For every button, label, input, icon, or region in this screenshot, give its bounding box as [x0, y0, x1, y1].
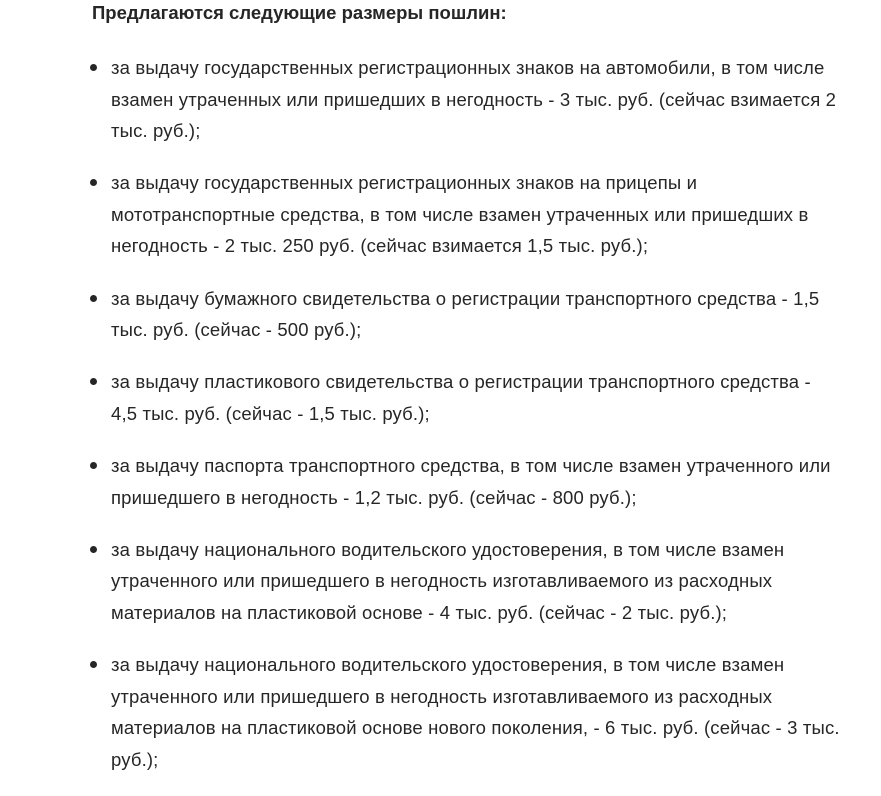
list-item-text-line: за выдачу пластикового свидетельства о регистрации транспортного средства -: [111, 371, 811, 393]
list-item: [0, 283, 840, 346]
list-item-text-line: тыс. руб.);: [111, 120, 201, 142]
list-item-text-line: тыс. руб. (сейчас - 500 руб.);: [111, 319, 362, 341]
list-item: [0, 450, 840, 513]
list-item-text-line: взамен утраченных или пришедших в негодность - 3 тыс. руб. (сейчас взимается 2: [111, 88, 837, 110]
list-item-text-line: утраченного или пришедшего в негодность изготавливаемого из расходных: [111, 685, 773, 707]
section-heading: Предлагаются следующие размеры пошлин:: [92, 2, 507, 23]
bullet-icon: [90, 64, 97, 71]
list-item: [0, 534, 840, 629]
list-item-text-line: за выдачу национального водительского удостоверения, в том числе взамен: [111, 653, 785, 675]
bullet-icon: [90, 378, 97, 385]
list-item-text-line: негодность - 2 тыс. 250 руб. (сейчас взимается 1,5 тыс. руб.);: [111, 235, 649, 257]
list-item-text-line: за выдачу государственных регистрационных знаков на прицепы и: [111, 172, 698, 194]
bullet-icon: [90, 546, 97, 553]
bullet-icon: [90, 462, 97, 469]
bullet-icon: [90, 295, 97, 302]
list-item-text-line: мототранспортные средства, в том числе взамен утраченных или пришедших в: [111, 203, 809, 225]
list-item: [0, 366, 840, 429]
list-item-text-line: утраченного или пришедшего в негодность изготавливаемого из расходных: [111, 570, 773, 592]
list-item: [0, 649, 840, 775]
list-item-text-line: материалов на пластиковой основе нового поколения, - 6 тыс. руб. (сейчас - 3 тыс.: [111, 717, 840, 739]
list-item-text-line: за выдачу национального водительского удостоверения, в том числе взамен: [111, 538, 785, 560]
list-item-text-line: 4,5 тыс. руб. (сейчас - 1,5 тыс. руб.);: [111, 402, 430, 424]
list-item-text-line: за выдачу государственных регистрационных знаков на автомобили, в том числе: [111, 57, 825, 78]
list-item-text-line: руб.);: [111, 748, 159, 770]
bullet-icon: [90, 661, 97, 668]
list-item-text-line: за выдачу бумажного свидетельства о регистрации транспортного средства - 1,5: [111, 287, 820, 309]
list-item: [0, 167, 840, 262]
list-item-text-line: материалов на пластиковой основе - 4 тыс. руб. (сейчас - 2 тыс. руб.);: [111, 601, 728, 623]
list-item-text-line: пришедшего в негодность - 1,2 тыс. руб. (сейчас - 800 руб.);: [111, 486, 637, 508]
fee-list: [0, 52, 840, 796]
list-item-text-line: за выдачу паспорта транспортного средства, в том числе взамен утраченного или: [111, 454, 831, 476]
bullet-icon: [90, 179, 97, 186]
list-item: [0, 52, 840, 147]
